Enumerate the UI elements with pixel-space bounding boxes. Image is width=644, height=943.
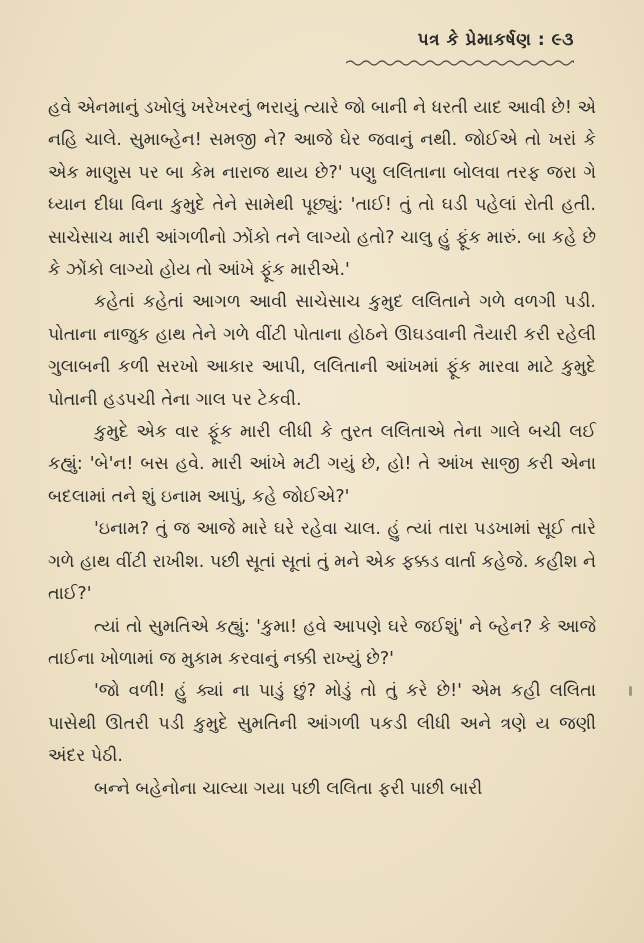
page-body bbox=[48, 92, 596, 805]
wavy-rule-ornament bbox=[346, 58, 574, 68]
paragraph-6: 'જો વળી! હું ક્યાં ના પાડું છું? મોડું તો તું કરે છે!' એમ કહી લલિતા પાસેથી ઊતરી પડી કુમુદે સુમતિની આંગળી પકડી લીધી અને ત્રણે ય જણી અંદર પેઠી. bbox=[48, 681, 596, 767]
paragraph-7: બન્ને બહેનોના ચાલ્યા ગયા પછી લલિતા ફરી પાછી બારી bbox=[94, 778, 483, 799]
page-edge-mark bbox=[629, 686, 632, 696]
running-head-text: પત્ર કે પ્રેમાકર્ષણ : ૯૩ bbox=[417, 30, 574, 50]
running-header bbox=[418, 30, 574, 50]
paragraph-2: કહેતાં કહેતાં આગળ આવી સાચેસાચ કુમુદ લલિતાને ગળે વળગી પડી. પોતાના નાજુક હાથ તેને ગળે વીંટી પોતાના હોઠને ઊઘડવાની તૈયારી કરી રહેલી ગુલાબની કળી સરખો આકાર આપી, લલિતાની આંખમાં ફૂંક મારવા માટે કુમુદે પોતાની હડપચી તેના ગાલ પર ટેકવી. bbox=[48, 292, 596, 410]
paragraph-5: ત્યાં તો સુમતિએ કહ્યું: 'કુમા! હવે આપણે ઘરે જઈશું' ને બ્હેન? કે આજે તાઈના ખોળામાં જ મુકામ કરવાનું નક્કી રાખ્યું છે?' bbox=[48, 616, 596, 669]
paragraph-4: 'ઇનામ? તું જ આજે મારે ઘરે રહેવા ચાલ. હું ત્યાં તારા પડખામાં સૂઈ તારે ગળે હાથ વીંટી રાખીશ. પછી સૂતાં સૂતાં તું મને એક ફક્કડ વાર્તા કહેજે. કહીશ ને તાઈ?' bbox=[48, 519, 596, 605]
paragraph-1: હવે એનમાનું ડખોલું ખરેખરનું ભરાયું ત્યારે જો બાની ને ધરતી યાદ આવી છે! એ નહિ ચાલે. સુમાબ્હેન! સમજી ને? આજે ઘેર જવાનું નથી. જોઈએ તો ખરાં કે એક માણુસ પર બા કેમ નારાજ થાય છે?' પણુ લલિતાના બોલવા તરફ જરા ગે ધ્યાન દીધા વિના કુમુદે તેને સામેથી પૂછ્યું: 'તાઈ! તું તો ઘડી પહેલાં રોતી હતી. સાચેસાચ મારી આંગળીનો ઝોંકો તને લાગ્યો હતો? ચાલુ હું ફૂંક મારું. બા કહે છે કે ઝોંકો લાગ્યો હોય તો આંખે ફૂંક મારીએ.' bbox=[48, 98, 596, 281]
paragraph-3: કુમુદે એક વાર ફૂંક મારી લીધી કે તુરત લલિતાએ તેના ગાલે બચી લઈ કહ્યું: 'બે'ન! બસ હવે. મારી આંખે મટી ગયું છે, હો! તે આંખ સાજી કરી એના બદલામાં તને શું ઇનામ આપું, કહે જોઈએ?' bbox=[48, 422, 596, 507]
